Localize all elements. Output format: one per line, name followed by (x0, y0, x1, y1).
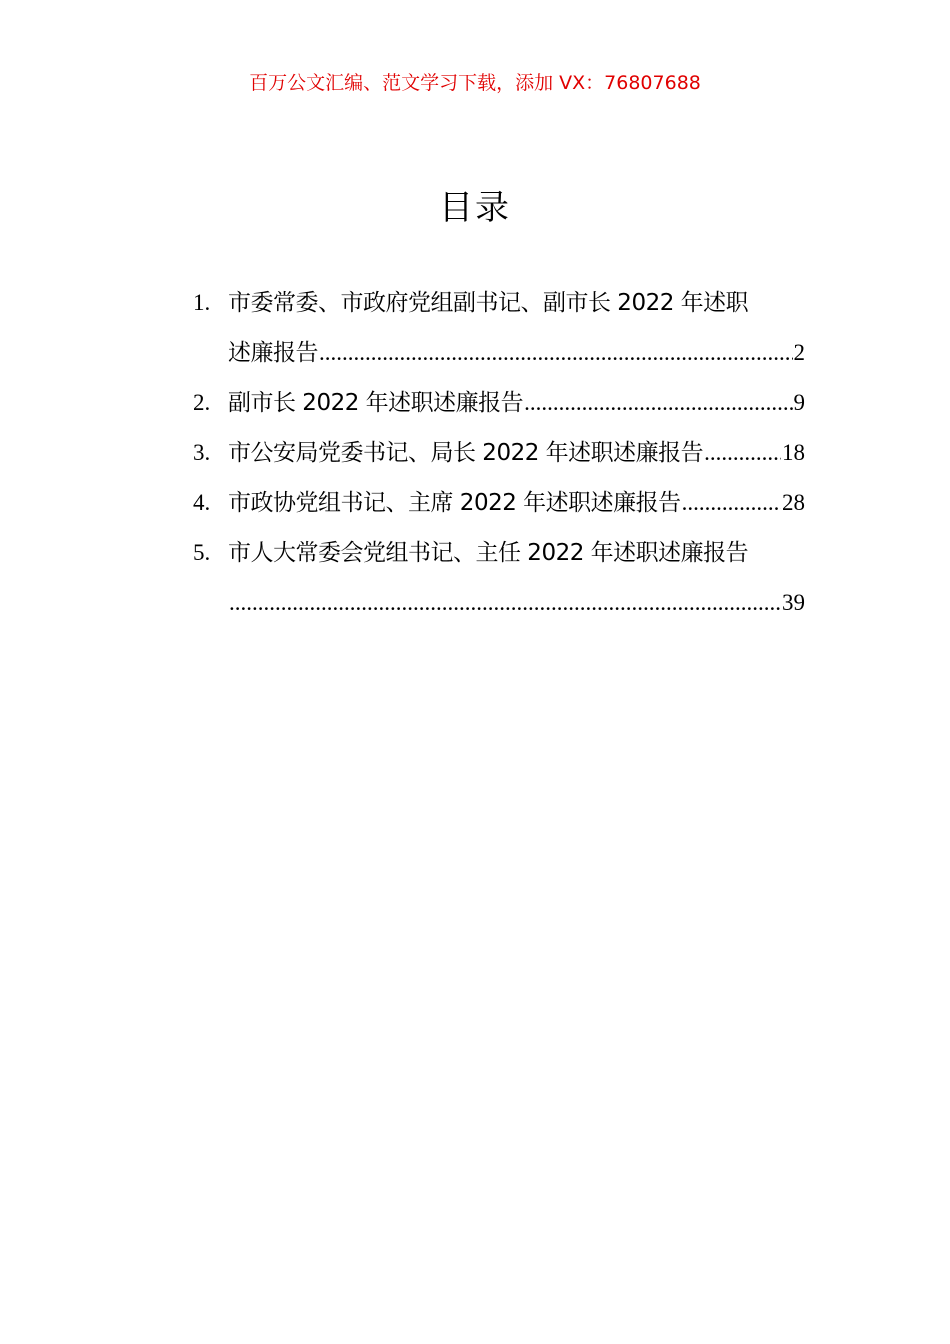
toc-item-page: 39 (782, 590, 805, 615)
toc-item-page: 9 (793, 390, 805, 415)
toc-leader-dots (704, 428, 781, 478)
toc-leader-dots (319, 328, 793, 378)
toc-item-title: 市公安局党委书记、局长 2022 年述职述廉报告 (228, 440, 704, 466)
toc-item[interactable] (193, 378, 805, 428)
toc-item-title-line1: 市委常委、市政府党组副书记、副市长 2022 年述职 (228, 290, 749, 316)
header-note: 百万公文汇编、范文学习下载，添加 VX：76807688 (249, 72, 701, 94)
toc-item-page: 18 (782, 440, 805, 465)
toc-item-number: 3. (193, 440, 211, 465)
toc-item-title-line2: 述廉报告 (228, 340, 318, 366)
toc-item-title: 市政协党组书记、主席 2022 年述职述廉报告 (228, 490, 681, 516)
toc-leader-dots (682, 478, 781, 528)
toc-item-page: 28 (782, 490, 805, 515)
toc-item-number: 4. (193, 490, 211, 515)
toc-leader-dots (229, 578, 781, 628)
toc-item-number: 5. (193, 540, 211, 565)
toc-item-title: 副市长 2022 年述职述廉报告 (228, 390, 524, 416)
table-of-contents (193, 278, 805, 628)
toc-item[interactable] (193, 428, 805, 478)
toc-item-title-line1: 市人大常委会党组书记、主任 2022 年述职述廉报告 (228, 540, 749, 566)
toc-item-page: 2 (793, 340, 805, 365)
toc-item-number: 1. (193, 290, 211, 315)
toc-item[interactable] (193, 278, 805, 378)
toc-item-number: 2. (193, 390, 211, 415)
toc-item[interactable] (193, 528, 805, 628)
toc-leader-dots (524, 378, 792, 428)
toc-title: 目录 (439, 188, 511, 228)
toc-item[interactable] (193, 478, 805, 528)
